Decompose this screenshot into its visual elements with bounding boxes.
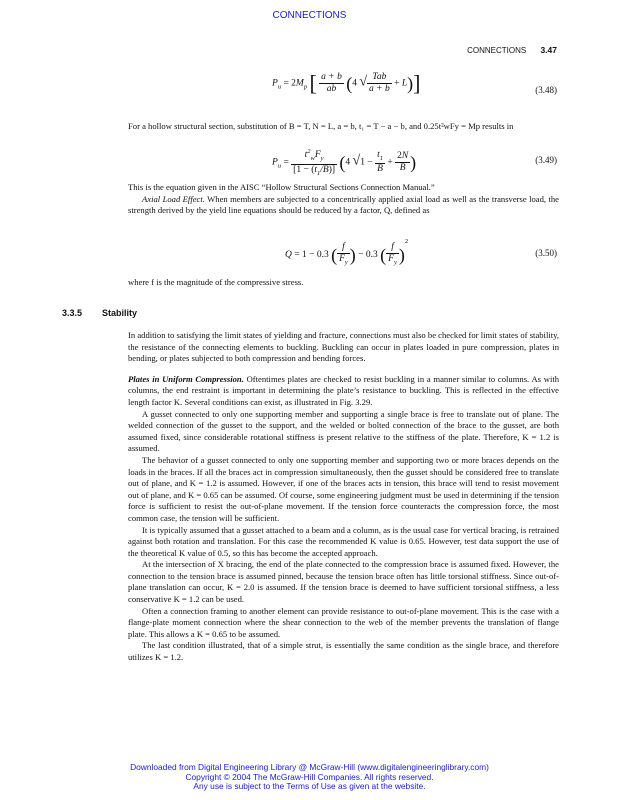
page-number: 3.47	[540, 45, 557, 55]
footer-copyright-link[interactable]: Copyright © 2004 The McGraw-Hill Companies. All rights reserved.	[185, 771, 434, 782]
stability-body	[128, 330, 559, 664]
equation-number: (3.50)	[535, 248, 557, 258]
stability-paragraph: The behavior of a gusset connected to only one supporting member and supporting two or more braces depends on the loads in the braces. If all the braces act in compression simultaneously, then the gusset should be considered free to translate out of plane, and K = 1.2 is assumed. However, if one of the braces acts in tension, this brace will tend to resist movement out of plane, and K = 0.65 can be assumed. Of course, some engineering judgment must be used in determining if the tension force is sufficient to resist the out-of-plane movement. If the tension force counteracts the compression force, the most common case, the tension will be sufficient.	[128, 454, 559, 523]
axial-load-text: When members are subjected to a concentrically applied axial load as well as the transverse load, the strength derived by the yield line equations should be reduced by a factor, Q, defined as	[128, 193, 559, 216]
section-number: 3.3.5	[62, 308, 83, 318]
plates-label: Plates in Uniform Compression.	[128, 373, 244, 384]
axial-load-label: Axial Load Effect.	[142, 193, 205, 204]
equation-number: (3.48)	[535, 85, 557, 95]
aisc-text: This is the equation given in the AISC “Hollow Structural Sections Connection Manual.”	[128, 182, 435, 192]
hss-intro-paragraph	[128, 121, 559, 133]
equation-3-48-body: $P_u = 2M_p$ [ $\frac{a + b}{ab}$ (4 √ $\frac{\text{Tab}}{a + b}$ + L)]	[272, 70, 421, 96]
where-f-text: where f is the magnitude of the compressive stress.	[128, 277, 304, 287]
stability-paragraph: The last condition illustrated, that of a simple strut, is essentially the same condition as the single brace, and therefore utilizes K = 1.2.	[128, 640, 559, 663]
axial-load-paragraph	[128, 194, 559, 217]
equation-3-49-body: $P_u$ = $\frac{t^2_wF_y}{[1 - (t_1/B)]}$ (4 √1 − $\frac{t_1}{B}$ + $\frac{2N}{B}$ )	[272, 148, 417, 177]
hss-intro-text: For a hollow structural section, substitution of B = T, N = L, a = b, t₁ = T − a − b, and 0.25t²wFy = Mp results in	[128, 121, 514, 131]
plates-paragraph	[128, 374, 559, 409]
footer	[0, 763, 619, 792]
stability-paragraph: Often a connection framing to another element can provide resistance to out-of-plane movement. This is the case with a flange-plate moment connection where the shear connection to the web of the member prevents the translation of flange plate. This allows a K = 0.65 to be assumed.	[128, 605, 559, 639]
where-f-paragraph	[128, 277, 559, 289]
aisc-paragraph	[128, 182, 559, 217]
section-title: Stability	[102, 308, 138, 318]
stability-intro: In addition to satisfying the limit states of yielding and fracture, connections must also be checked for limit states of stability, the resistance of the connecting elements to buckling. Buckling can occur in plates loaded in pure compression, plates in bending, or plates subjected to both compression and bending forces.	[128, 330, 559, 364]
section-heading	[62, 308, 137, 318]
stability-paragraph: It is typically assumed that a gusset attached to a beam and a column, as is the usual case for vertical bracing, is retrained against both rotation and translation. For this case the recommended K value is 0.65. However, test data support the use of the theoretical K value of 0.5, so this has become the accepted approach.	[128, 524, 559, 558]
stability-paragraph: At the intersection of X bracing, the end of the plate connected to the compression brace is assumed fixed. However, the connection to the tension brace is assumed pinned, because the tension brace often has little torsional stiffness. Since out-of-plane translation can occur, K = 2.0 is assumed. If the tension brace is deemed to have sufficient torsional stiffness, a less conservative K = 1.2 can be used.	[128, 559, 559, 605]
equation-3-50-body: Q = 1 − 0.3 ( $\frac{f}{F_y}$ ) − 0.3 ( $\frac{f}{F_y}$ )$^2$	[285, 238, 409, 266]
equation-number: (3.49)	[535, 155, 557, 165]
stability-paragraph: A gusset connected to only one supporting member and supporting a single brace is free to translate out of plane. The welded connection of the gusset to the support, and the welded or bolted connection of the brace to the gusset, are both assumed fixed, since considerable rotational stiffness is present relative to the stiffness of the plate. Therefore, K = 1.2 is assumed.	[128, 408, 559, 454]
header-link[interactable]: CONNECTIONS	[272, 10, 347, 21]
footer-download-link[interactable]: Downloaded from Digital Engineering Library @ McGraw-Hill (www.digitalengineeringlibrary.com)	[130, 762, 489, 772]
plates-text: Oftentimes plates are checked to resist buckling in a manner similar to columns. As with columns, the end restraint is important in determining the plate’s resistance to buckling. This is reflected in the effective length factor K. Several conditions can exist, as illustrated in Fig. 3.29.	[128, 373, 560, 407]
running-title: CONNECTIONS	[467, 46, 527, 55]
running-head	[467, 45, 557, 55]
footer-terms-link[interactable]: Any use is subject to the Terms of Use as given at the website.	[193, 781, 426, 791]
